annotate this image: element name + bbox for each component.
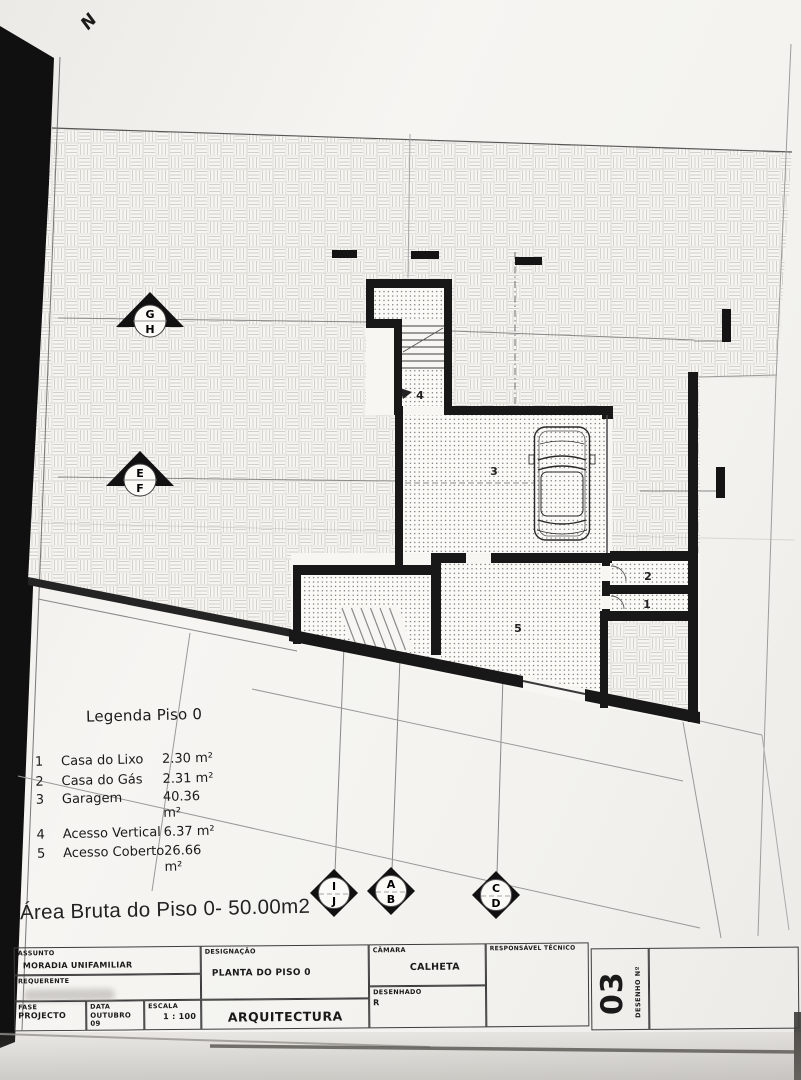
titleblock-desenhado-cell xyxy=(369,985,486,1028)
room-label-3: 3 xyxy=(490,465,498,478)
drawing-number-value: 03 xyxy=(594,971,631,1016)
titleblock-camara-cell xyxy=(369,943,486,986)
legend-item-number: 3 xyxy=(35,792,45,808)
desenhado-value: R xyxy=(373,998,380,1008)
responsavel-label: RESPONSÁVEL TÉCNICO xyxy=(489,944,576,953)
room-label-2: 2 xyxy=(644,570,652,583)
marker-letter: J xyxy=(331,895,337,908)
marker-letter: H xyxy=(145,323,155,336)
marker-letter: C xyxy=(491,882,501,895)
room-label-4: 4 xyxy=(416,389,424,402)
titleblock-requerente-cell xyxy=(14,974,201,1002)
assunto-label: ASSUNTO xyxy=(17,949,55,958)
drawing-number-label: DESENHO Nº xyxy=(633,966,643,1018)
escala-label: ESCALA xyxy=(148,1002,179,1011)
legend-row xyxy=(27,769,287,790)
gross-area-note: Área Bruta do Piso 0- 50.00m2 xyxy=(19,894,311,925)
designacao-label: DESIGNAÇÃO xyxy=(204,947,256,956)
legend-item-area: 2.30 m² xyxy=(161,750,214,767)
titleblock-data-cell xyxy=(86,1000,144,1031)
titleblock-responsavel-cell xyxy=(486,942,590,1027)
marker-letter: E xyxy=(136,467,144,480)
requerente-label: REQUERENTE xyxy=(17,976,70,986)
legend-item-number: 4 xyxy=(36,827,46,843)
titleblock-empty-cell xyxy=(649,947,800,1030)
marker-letter: D xyxy=(491,897,501,910)
escala-value: 1 : 100 xyxy=(163,1011,197,1022)
legend-item-name: Casa do Gás xyxy=(61,772,143,790)
marker-letter: F xyxy=(136,482,144,495)
legend-item-area: 40.36 m² xyxy=(162,789,201,822)
legend-item-name: Casa do Lixo xyxy=(60,752,144,770)
legend-item-number: 1 xyxy=(34,754,44,770)
marker-letter: G xyxy=(145,308,155,321)
titleblock-discipline-cell xyxy=(201,998,369,1029)
section-marker-ij xyxy=(310,869,358,917)
camara-value: CALHETA xyxy=(409,961,460,973)
desenhado-label: DESENHADO xyxy=(373,987,422,997)
title-block xyxy=(14,937,801,1036)
marker-letter: A xyxy=(386,878,396,891)
legend-item-area: 2.31 m² xyxy=(162,770,214,787)
fase-value: PROJECTO xyxy=(18,1010,67,1021)
legend-row xyxy=(29,822,289,843)
legend-item-number: 5 xyxy=(36,846,46,862)
scan-bottom-shadow xyxy=(0,1032,801,1080)
camara-label: CÂMARA xyxy=(372,946,406,955)
legend-row xyxy=(27,749,287,770)
marker-letter: B xyxy=(386,893,396,906)
titleblock-designacao-cell xyxy=(201,944,369,999)
data-value: OUTUBRO 09 xyxy=(90,1011,132,1028)
legend-item-area: 26.66 m² xyxy=(163,843,202,876)
room-label-1: 1 xyxy=(643,598,651,611)
titleblock-escala-cell xyxy=(144,1000,201,1030)
legend-title: Legenda Piso 0 xyxy=(85,704,203,726)
room-label-5: 5 xyxy=(514,622,522,635)
marker-letter: I xyxy=(331,880,337,893)
discipline-value: ARQUITECTURA xyxy=(227,1008,343,1025)
titleblock-drawing-number-cell xyxy=(591,948,650,1031)
legend-item-name: Garagem xyxy=(61,790,123,808)
fase-label: FASE xyxy=(18,1003,38,1012)
section-marker-cd xyxy=(472,871,520,919)
legend-item-name: Acesso Coberto xyxy=(63,843,165,862)
legend-item-name: Acesso Vertical xyxy=(62,824,161,843)
legend-block xyxy=(26,703,290,899)
titleblock-fase-cell xyxy=(14,1001,86,1032)
assunto-value: MORADIA UNIFAMILIAR xyxy=(22,960,133,971)
section-marker-ab xyxy=(367,867,415,915)
titleblock-assunto-cell xyxy=(14,946,201,976)
redacted-name-smudge xyxy=(23,989,115,1002)
legend-item-area: 6.37 m² xyxy=(163,823,215,840)
data-label: DATA xyxy=(90,1002,111,1011)
designacao-value: PLANTA DO PISO 0 xyxy=(211,967,311,979)
legend-item-number: 2 xyxy=(35,774,44,790)
north-indicator: N xyxy=(76,10,102,34)
